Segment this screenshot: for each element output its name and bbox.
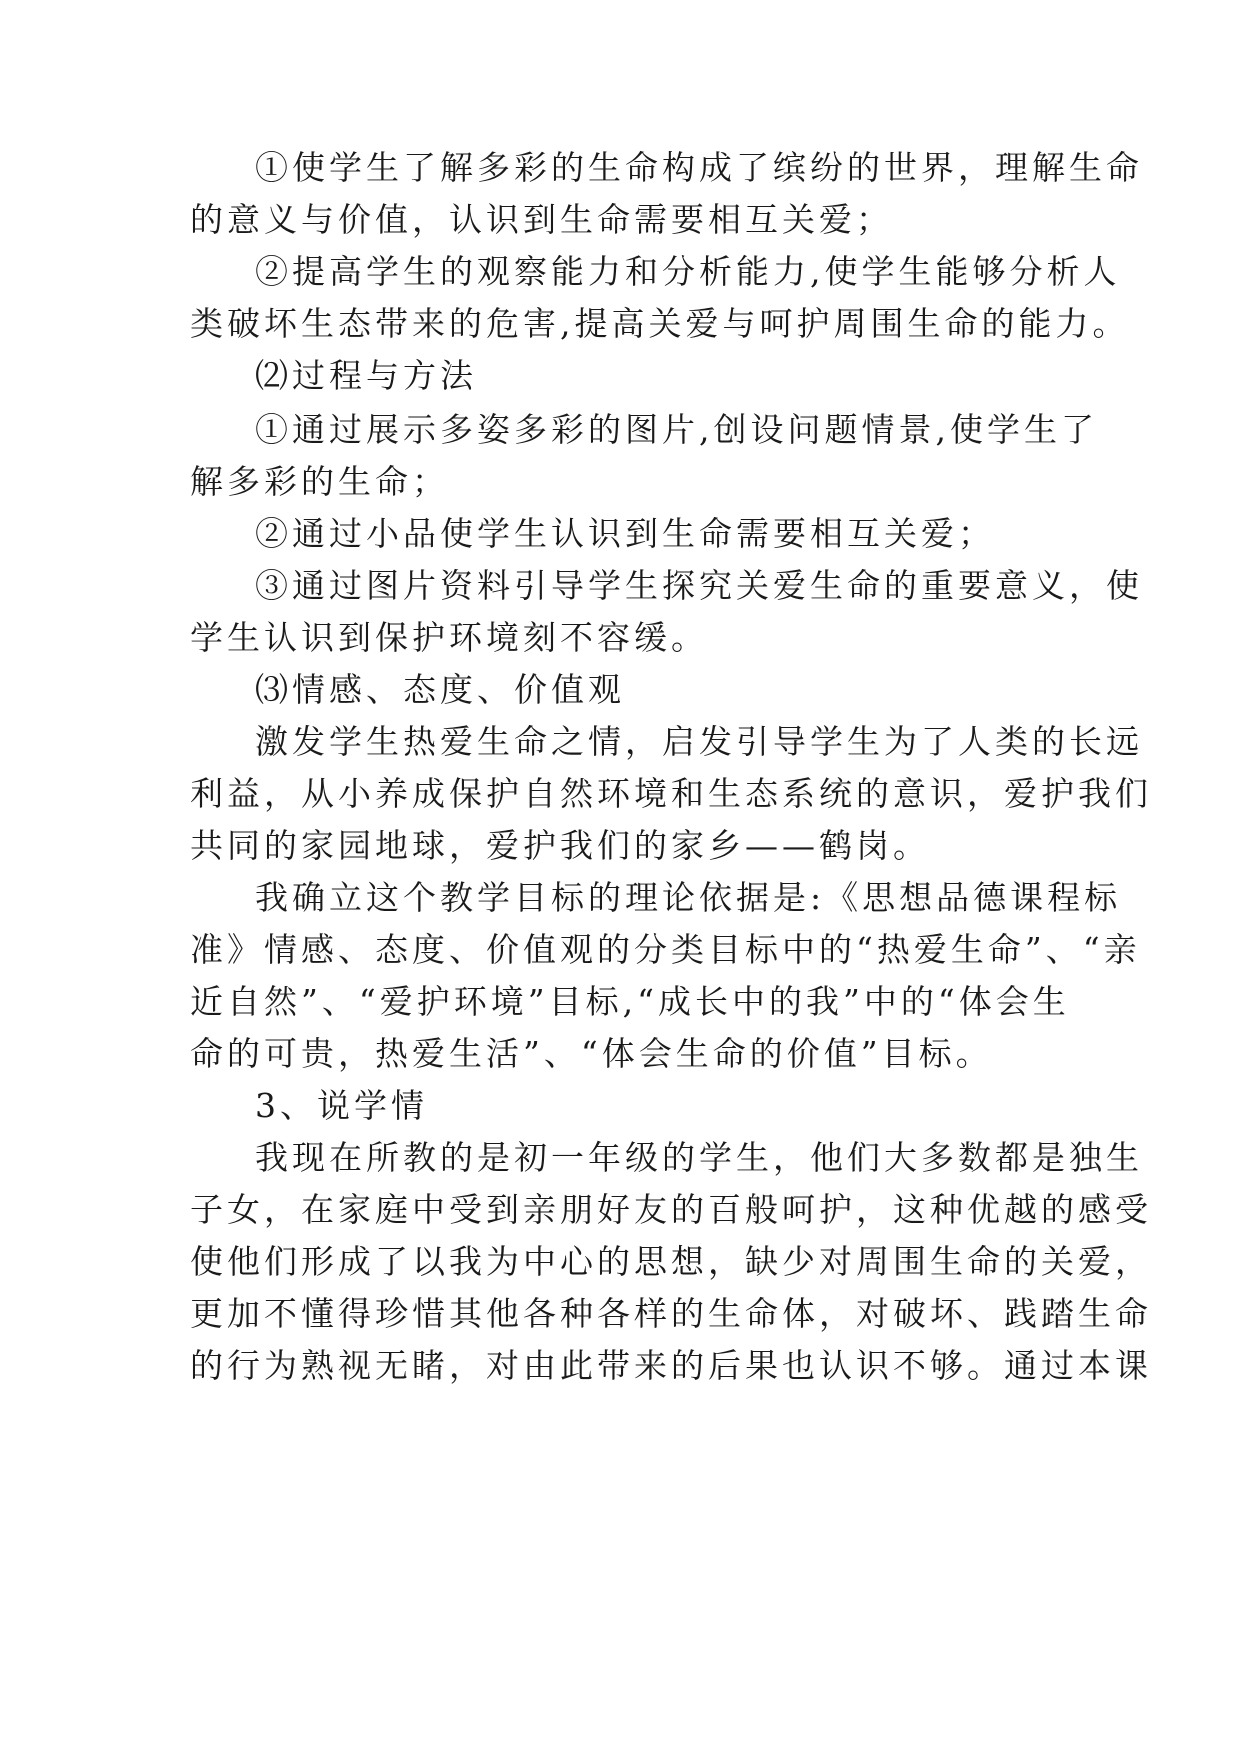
text-line: 我确立这个教学目标的理论依据是:《思想品德课程标: [255, 878, 1122, 917]
text-line: 利益，从小养成保护自然环境和生态系统的意识，爱护我们: [190, 774, 1152, 813]
text-line: ①使学生了解多彩的生命构成了缤纷的世界，理解生命: [255, 148, 1143, 187]
text-line: 我现在所教的是初一年级的学生，他们大多数都是独生: [255, 1138, 1143, 1177]
text-line: 的行为熟视无睹，对由此带来的后果也认识不够。通过本课: [190, 1346, 1152, 1385]
text-line: 子女，在家庭中受到亲朋好友的百般呵护，这种优越的感受: [190, 1190, 1152, 1229]
text-line: ②通过小品使学生认识到生命需要相互关爱；: [255, 514, 995, 553]
text-line: 近自然”、“爱护环境”目标,“成长中的我”中的“体会生: [190, 982, 1070, 1021]
text-line: 的意义与价值，认识到生命需要相互关爱；: [190, 200, 893, 239]
text-line: 激发学生热爱生命之情，启发引导学生为了人类的长远: [255, 722, 1143, 761]
text-line: 解多彩的生命；: [190, 462, 449, 501]
text-line: ③通过图片资料引导学生探究关爱生命的重要意义，使: [255, 566, 1143, 605]
text-line: 准》情感、态度、价值观的分类目标中的“热爱生命”、“亲: [190, 930, 1141, 969]
section-heading: ⑵过程与方法: [255, 356, 477, 395]
section-heading: 3、说学情: [255, 1086, 428, 1125]
text-line: 更加不懂得珍惜其他各种各样的生命体，对破坏、践踏生命: [190, 1294, 1152, 1333]
section-heading: ⑶情感、态度、价值观: [255, 670, 625, 709]
text-line: 学生认识到保护环境刻不容缓。: [190, 618, 708, 657]
text-line: 类破坏生态带来的危害,提高关爱与呵护周围生命的能力。: [190, 304, 1130, 343]
text-line: ①通过展示多姿多彩的图片,创设问题情景,使学生了: [255, 410, 1098, 449]
text-line: ②提高学生的观察能力和分析能力,使学生能够分析人: [255, 252, 1121, 291]
text-line: 共同的家园地球，爱护我们的家乡——鹤岗。: [190, 826, 930, 865]
text-line: 使他们形成了以我为中心的思想，缺少对周围生命的关爱，: [190, 1242, 1152, 1281]
text-line: 命的可贵，热爱生活”、“体会生命的价值”目标。: [190, 1034, 993, 1073]
